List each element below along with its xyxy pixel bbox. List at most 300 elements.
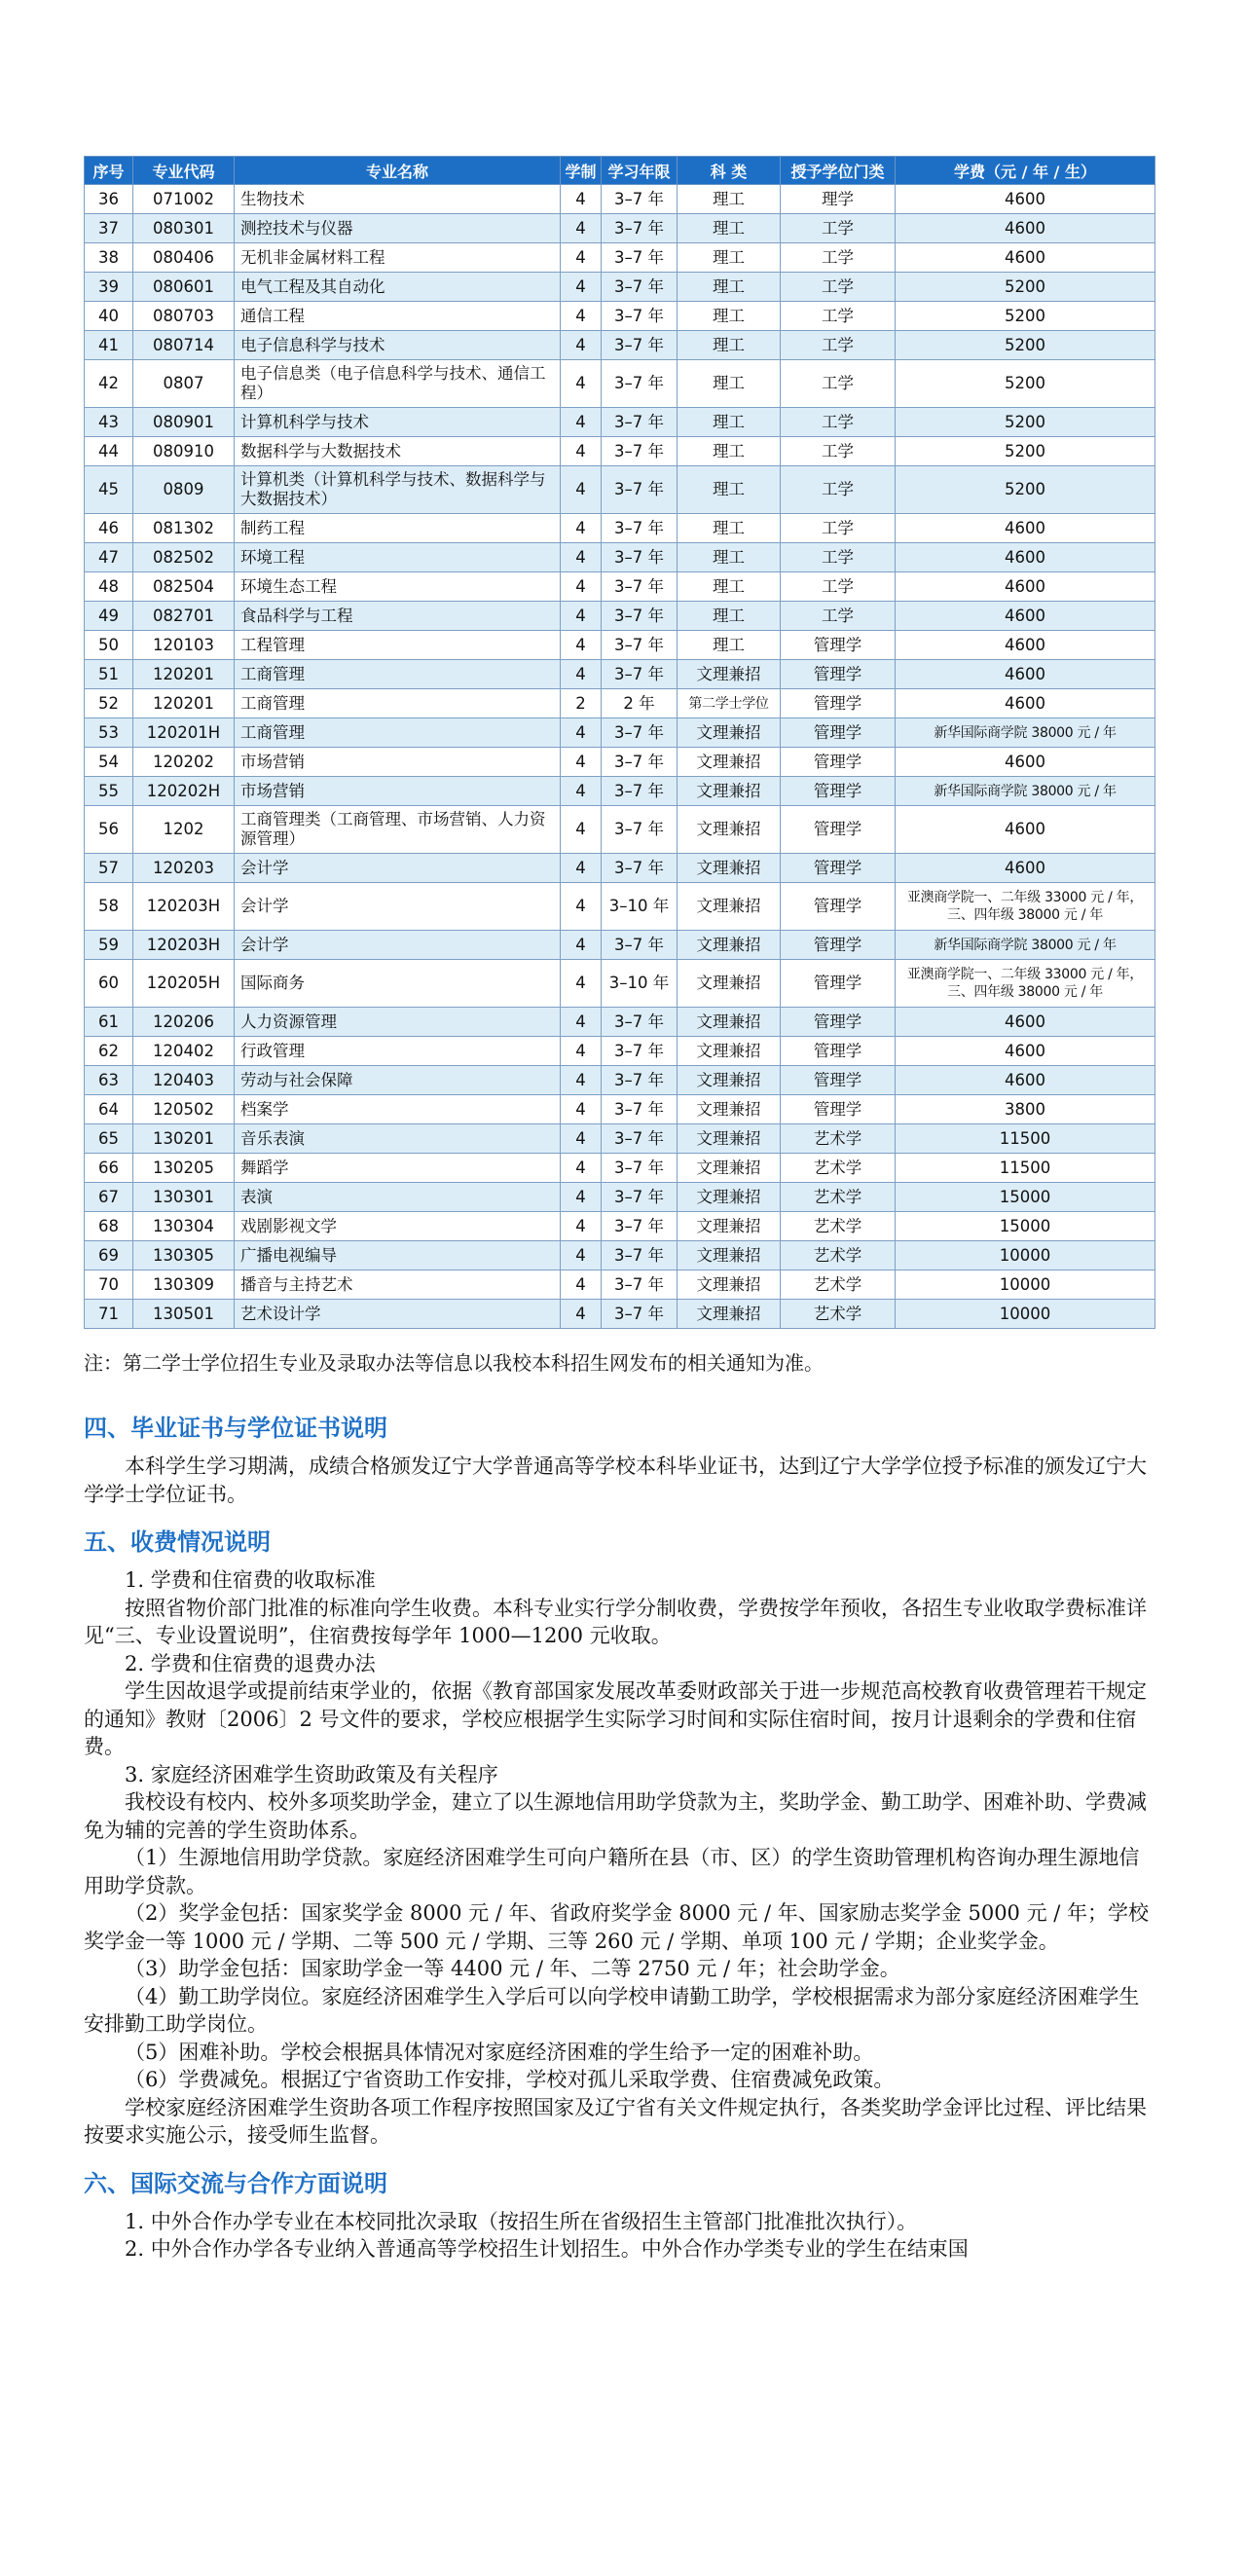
cell-seq: 51 [85,660,133,689]
cell-category: 文理兼招 [678,1241,781,1270]
cell-fee: 4600 [896,689,1155,718]
cell-code: 120103 [133,631,235,660]
cell-name: 制药工程 [235,514,561,543]
cell-seq: 45 [85,466,133,514]
cell-years: 3–7 年 [602,572,678,602]
cell-code: 081302 [133,514,235,543]
cell-years: 3–7 年 [602,854,678,883]
cell-years: 3–7 年 [602,1270,678,1300]
cell-name: 工商管理 [235,660,561,689]
cell-category: 文理兼招 [678,1212,781,1241]
cell-years: 3–10 年 [602,883,678,931]
table-row [85,514,1155,543]
cell-fee: 5200 [896,408,1155,437]
table-note: 注：第二学士学位招生专业及录取办法等信息以我校本科招生网发布的相关通知为准。 [84,1351,824,1375]
cell-category: 文理兼招 [678,660,781,689]
cell-seq: 40 [85,302,133,331]
cell-degree: 管理学 [781,660,896,689]
table-row [85,214,1155,243]
cell-degree: 管理学 [781,689,896,718]
cell-code: 130305 [133,1241,235,1270]
table-row [85,1270,1155,1300]
cell-fee: 5200 [896,273,1155,302]
cell-seq: 52 [85,689,133,718]
aid-item-3: （3）助学金包括：国家助学金一等 4400 元 / 年、二等 2750 元 / 年；社会助学金。 [125,1957,900,1980]
cell-fee: 5200 [896,437,1155,466]
section-4-title: 四、毕业证书与学位证书说明 [84,1415,387,1442]
cell-seq: 37 [85,214,133,243]
cell-duration: 4 [561,273,602,302]
aid-paragraph: 我校设有校内、校外多项奖助学金，建立了以生源地信用助学贷款为主，奖助学金、勤工助学、困难补助、学费减免为辅的完善的学生资助体系。 [84,1790,1147,1842]
table-row [85,331,1155,360]
cell-code: 080901 [133,408,235,437]
cell-category: 文理兼招 [678,777,781,806]
table-row [85,1154,1155,1183]
table-row [85,466,1155,514]
cell-duration: 4 [561,1008,602,1037]
cell-name: 广播电视编导 [235,1241,561,1270]
cell-degree: 工学 [781,466,896,514]
cell-degree: 工学 [781,437,896,466]
cell-degree: 艺术学 [781,1241,896,1270]
cell-category: 理工 [678,331,781,360]
cell-duration: 4 [561,931,602,960]
table-row [85,543,1155,572]
header-col-seq: 序号 [85,157,133,185]
cell-years: 3–7 年 [602,602,678,631]
cell-years: 3–7 年 [602,1241,678,1270]
cell-code: 082701 [133,602,235,631]
cell-category: 文理兼招 [678,718,781,748]
cell-category: 文理兼招 [678,854,781,883]
cell-degree: 艺术学 [781,1270,896,1300]
cell-duration: 4 [561,331,602,360]
fee-standard-paragraph: 按照省物价部门批准的标准向学生收费。本科专业实行学分制收费，学费按学年预收，各招生专业收取学费标准详见“三、专业设置说明”，住宿费按每学年 1000—1200 元收取。 [84,1596,1147,1647]
table-row [85,748,1155,777]
aid-item-1: （1）生源地信用助学贷款。家庭经济困难学生可向户籍所在县（市、区）的学生资助管理机构咨询办理生源地信用助学贷款。 [84,1846,1140,1897]
cell-duration: 4 [561,1124,602,1154]
table-row [85,360,1155,408]
cell-degree: 管理学 [781,854,896,883]
cell-duration: 4 [561,660,602,689]
cell-fee: 4600 [896,1037,1155,1066]
table-row [85,1037,1155,1066]
cell-seq: 66 [85,1154,133,1183]
cell-code: 080703 [133,302,235,331]
header-col-category: 科 类 [678,157,781,185]
cell-years: 3–7 年 [602,1212,678,1241]
cell-name: 工商管理 [235,718,561,748]
cell-years: 3–7 年 [602,466,678,514]
cell-degree: 管理学 [781,1095,896,1124]
refund-subtitle: 2. 学费和住宿费的退费办法 [125,1651,376,1675]
cell-code: 130201 [133,1124,235,1154]
section-5-title: 五、收费情况说明 [84,1528,271,1556]
cell-seq: 46 [85,514,133,543]
table-row [85,572,1155,602]
table-row [85,1183,1155,1212]
cell-years: 3–7 年 [602,408,678,437]
header-col-name: 专业名称 [235,157,561,185]
cell-duration: 4 [561,1241,602,1270]
cell-degree: 工学 [781,243,896,273]
cell-degree: 艺术学 [781,1183,896,1212]
table-row [85,437,1155,466]
table-row [85,1008,1155,1037]
cell-code: 120202H [133,777,235,806]
cell-fee: 5200 [896,302,1155,331]
cell-code: 082502 [133,543,235,572]
cell-seq: 59 [85,931,133,960]
table-row [85,243,1155,273]
aid-item-6: （6）学费减免。根据辽宁省资助工作安排，学校对孤儿采取学费、住宿费减免政策。 [125,2068,895,2091]
cell-duration: 2 [561,689,602,718]
cell-degree: 工学 [781,214,896,243]
cell-name: 音乐表演 [235,1124,561,1154]
cell-seq: 48 [85,572,133,602]
table-row [85,718,1155,748]
cell-category: 理工 [678,437,781,466]
aid-item-5: （5）困难补助。学校会根据具体情况对家庭经济困难的学生给予一定的困难补助。 [125,2040,874,2064]
cell-years: 3–7 年 [602,777,678,806]
cell-category: 文理兼招 [678,1270,781,1300]
cell-fee: 亚澳商学院一、二年级 33000 元 / 年，三、四年级 38000 元 / 年 [896,960,1155,1008]
table-row [85,602,1155,631]
cell-category: 文理兼招 [678,1154,781,1183]
cell-name: 电子信息科学与技术 [235,331,561,360]
table-row [85,273,1155,302]
cell-category: 理工 [678,602,781,631]
header-col-code: 专业代码 [133,157,235,185]
cell-seq: 61 [85,1008,133,1037]
cell-seq: 47 [85,543,133,572]
cell-seq: 43 [85,408,133,437]
cell-code: 130205 [133,1154,235,1183]
cell-name: 环境工程 [235,543,561,572]
cell-degree: 艺术学 [781,1212,896,1241]
cell-name: 计算机科学与技术 [235,408,561,437]
table-row [85,631,1155,660]
cell-fee: 4600 [896,631,1155,660]
cell-seq: 41 [85,331,133,360]
cell-years: 3–7 年 [602,360,678,408]
cell-degree: 管理学 [781,631,896,660]
cell-years: 3–7 年 [602,1037,678,1066]
cell-category: 文理兼招 [678,806,781,854]
cell-duration: 4 [561,602,602,631]
table-row [85,1241,1155,1270]
cell-duration: 4 [561,360,602,408]
cell-years: 3–7 年 [602,1154,678,1183]
cell-duration: 4 [561,1300,602,1329]
cell-fee: 4600 [896,1066,1155,1095]
cell-years: 3–7 年 [602,1183,678,1212]
cell-code: 120201H [133,718,235,748]
cell-degree: 管理学 [781,931,896,960]
cell-name: 电气工程及其自动化 [235,273,561,302]
cell-category: 理工 [678,214,781,243]
cell-category: 文理兼招 [678,960,781,1008]
cell-name: 食品科学与工程 [235,602,561,631]
cell-category: 文理兼招 [678,1095,781,1124]
cell-fee: 新华国际商学院 38000 元 / 年 [896,718,1155,748]
cell-fee: 11500 [896,1124,1155,1154]
cell-fee: 4600 [896,660,1155,689]
cell-category: 文理兼招 [678,1124,781,1154]
cell-name: 电子信息类（电子信息科学与技术、通信工程） [235,360,561,408]
cell-name: 测控技术与仪器 [235,214,561,243]
cell-name: 无机非金属材料工程 [235,243,561,273]
cell-degree: 工学 [781,543,896,572]
table-row [85,302,1155,331]
cell-fee: 11500 [896,1154,1155,1183]
cell-duration: 4 [561,748,602,777]
cell-category: 理工 [678,514,781,543]
cell-fee: 4600 [896,1008,1155,1037]
cell-seq: 55 [85,777,133,806]
cell-fee: 新华国际商学院 38000 元 / 年 [896,777,1155,806]
cell-code: 120502 [133,1095,235,1124]
table-row [85,931,1155,960]
cell-code: 120403 [133,1066,235,1095]
cell-name: 舞蹈学 [235,1154,561,1183]
cell-code: 080601 [133,273,235,302]
cell-category: 理工 [678,543,781,572]
cell-name: 劳动与社会保障 [235,1066,561,1095]
cell-duration: 4 [561,302,602,331]
cell-name: 播音与主持艺术 [235,1270,561,1300]
section-4-paragraph: 本科学生学习期满，成绩合格颁发辽宁大学普通高等学校本科毕业证书，达到辽宁大学学位授予标准的颁发辽宁大学学士学位证书。 [84,1454,1147,1506]
table-row [85,1212,1155,1241]
cell-years: 3–10 年 [602,960,678,1008]
cell-name: 戏剧影视文学 [235,1212,561,1241]
cell-degree: 工学 [781,602,896,631]
aid-item-2: （2）奖学金包括：国家奖学金 8000 元 / 年、省政府奖学金 8000 元 / 年、国家励志奖学金 5000 元 / 年；学校奖学金一等 1000 元 / 学期、二等 500 元 / 学期、三等 260 元 / 学期、单项 100 元 / 学期；企业奖学金。 [84,1901,1150,1953]
cell-degree: 管理学 [781,806,896,854]
cell-degree: 工学 [781,331,896,360]
majors-table [84,156,1155,1329]
table-row [85,960,1155,1008]
cell-category: 理工 [678,185,781,214]
cell-duration: 4 [561,854,602,883]
cell-seq: 42 [85,360,133,408]
cell-code: 120201 [133,689,235,718]
cell-name: 数据科学与大数据技术 [235,437,561,466]
cell-duration: 4 [561,631,602,660]
cell-code: 0807 [133,360,235,408]
cell-name: 计算机类（计算机科学与技术、数据科学与大数据技术） [235,466,561,514]
cell-name: 通信工程 [235,302,561,331]
cell-code: 120203H [133,931,235,960]
cell-code: 120202 [133,748,235,777]
cell-seq: 39 [85,273,133,302]
cell-seq: 49 [85,602,133,631]
cell-name: 会计学 [235,883,561,931]
cell-seq: 67 [85,1183,133,1212]
cell-fee: 10000 [896,1270,1155,1300]
cell-years: 3–7 年 [602,543,678,572]
cell-degree: 管理学 [781,960,896,1008]
aid-procedure-paragraph: 学校家庭经济困难学生资助各项工作程序按照国家及辽宁省有关文件规定执行，各类奖助学金评比过程、评比结果按要求实施公示，接受师生监督。 [84,2095,1147,2147]
cell-fee: 15000 [896,1212,1155,1241]
cell-years: 3–7 年 [602,1008,678,1037]
cell-duration: 4 [561,1095,602,1124]
table-row [85,854,1155,883]
cell-name: 生物技术 [235,185,561,214]
cell-code: 130304 [133,1212,235,1241]
header-col-years: 学习年限 [602,157,678,185]
cell-category: 理工 [678,243,781,273]
cell-fee: 10000 [896,1241,1155,1270]
cell-name: 市场营销 [235,777,561,806]
header-col-degree: 授予学位门类 [781,157,896,185]
document-body [84,1406,1154,2263]
cell-seq: 38 [85,243,133,273]
cell-duration: 4 [561,185,602,214]
cell-code: 120205H [133,960,235,1008]
cell-degree: 工学 [781,514,896,543]
cell-fee: 3800 [896,1095,1155,1124]
cell-years: 3–7 年 [602,331,678,360]
cell-fee: 4600 [896,185,1155,214]
cell-category: 理工 [678,466,781,514]
cell-degree: 管理学 [781,1008,896,1037]
cell-fee: 新华国际商学院 38000 元 / 年 [896,931,1155,960]
cell-duration: 4 [561,243,602,273]
header-col-duration: 学制 [561,157,602,185]
table-row [85,689,1155,718]
cell-degree: 管理学 [781,718,896,748]
aid-subtitle: 3. 家庭经济困难学生资助政策及有关程序 [125,1762,498,1786]
cell-code: 080406 [133,243,235,273]
cell-code: 120203H [133,883,235,931]
cell-code: 130309 [133,1270,235,1300]
cell-fee: 4600 [896,243,1155,273]
cell-fee: 4600 [896,214,1155,243]
table-row [85,883,1155,931]
cell-name: 工商管理类（工商管理、市场营销、人力资源管理） [235,806,561,854]
cell-duration: 4 [561,1066,602,1095]
cell-years: 3–7 年 [602,806,678,854]
table-row [85,408,1155,437]
cell-degree: 艺术学 [781,1124,896,1154]
cell-code: 080910 [133,437,235,466]
cell-duration: 4 [561,1183,602,1212]
cell-years: 3–7 年 [602,302,678,331]
cell-name: 会计学 [235,854,561,883]
cell-category: 理工 [678,360,781,408]
aid-item-4: （4）勤工助学岗位。家庭经济困难学生入学后可以向学校申请勤工助学，学校根据需求为部分家庭经济困难学生安排勤工助学岗位。 [84,1984,1140,2036]
cell-name: 工商管理 [235,689,561,718]
cell-fee: 10000 [896,1300,1155,1329]
cell-duration: 4 [561,883,602,931]
cell-category: 理工 [678,631,781,660]
cell-category: 文理兼招 [678,1300,781,1329]
cell-seq: 57 [85,854,133,883]
cell-years: 3–7 年 [602,1300,678,1329]
cell-fee: 4600 [896,602,1155,631]
cell-fee: 15000 [896,1183,1155,1212]
cell-category: 文理兼招 [678,1008,781,1037]
section-6-title: 六、国际交流与合作方面说明 [84,2169,387,2197]
cell-fee: 5200 [896,331,1155,360]
cell-duration: 4 [561,543,602,572]
cell-seq: 63 [85,1066,133,1095]
cell-duration: 4 [561,214,602,243]
cell-seq: 58 [85,883,133,931]
cell-duration: 4 [561,806,602,854]
cell-fee: 5200 [896,360,1155,408]
cell-duration: 4 [561,408,602,437]
cell-category: 理工 [678,408,781,437]
cell-code: 120201 [133,660,235,689]
cell-duration: 4 [561,960,602,1008]
cell-years: 3–7 年 [602,931,678,960]
cell-degree: 管理学 [781,777,896,806]
cell-duration: 4 [561,1037,602,1066]
cell-name: 工程管理 [235,631,561,660]
cell-years: 3–7 年 [602,718,678,748]
cell-category: 理工 [678,572,781,602]
cell-fee: 4600 [896,854,1155,883]
table-row [85,1300,1155,1329]
cell-category: 文理兼招 [678,883,781,931]
cell-seq: 44 [85,437,133,466]
cell-seq: 60 [85,960,133,1008]
cell-category: 理工 [678,302,781,331]
cell-code: 1202 [133,806,235,854]
cell-years: 3–7 年 [602,185,678,214]
refund-paragraph: 学生因故退学或提前结束学业的，依据《教育部国家发展改革委财政部关于进一步规范高校教育收费管理若干规定的通知》教财〔2006〕2 号文件的要求，学校应根据学生实际学习时间和实际住宿时间，按月计退剩余的学费和住宿费。 [84,1679,1147,1758]
cell-duration: 4 [561,1212,602,1241]
cell-duration: 4 [561,572,602,602]
cell-fee: 4600 [896,514,1155,543]
cell-degree: 工学 [781,572,896,602]
cell-degree: 管理学 [781,883,896,931]
cell-category: 文理兼招 [678,1066,781,1095]
cell-code: 120203 [133,854,235,883]
table-row [85,806,1155,854]
cell-years: 3–7 年 [602,214,678,243]
cell-code: 120402 [133,1037,235,1066]
cell-degree: 工学 [781,360,896,408]
cell-seq: 71 [85,1300,133,1329]
cell-name: 国际商务 [235,960,561,1008]
cell-duration: 4 [561,466,602,514]
cell-degree: 工学 [781,408,896,437]
cell-name: 行政管理 [235,1037,561,1066]
cell-years: 3–7 年 [602,1095,678,1124]
header-col-fee: 学费（元 / 年 / 生） [896,157,1155,185]
cell-degree: 工学 [781,273,896,302]
cell-fee: 4600 [896,806,1155,854]
cell-fee: 4600 [896,543,1155,572]
table-header-row [85,157,1155,185]
cell-seq: 62 [85,1037,133,1066]
table-row [85,1066,1155,1095]
cell-code: 080301 [133,214,235,243]
cell-degree: 工学 [781,302,896,331]
cell-duration: 4 [561,777,602,806]
cell-duration: 4 [561,1154,602,1183]
cell-fee: 4600 [896,572,1155,602]
table-row [85,1095,1155,1124]
cell-duration: 4 [561,1270,602,1300]
cell-degree: 理学 [781,185,896,214]
intl-item-2: 2. 中外合作办学各专业纳入普通高等学校招生计划招生。中外合作办学类专业的学生在结束国 [125,2237,969,2261]
cell-code: 080714 [133,331,235,360]
table-row [85,1124,1155,1154]
